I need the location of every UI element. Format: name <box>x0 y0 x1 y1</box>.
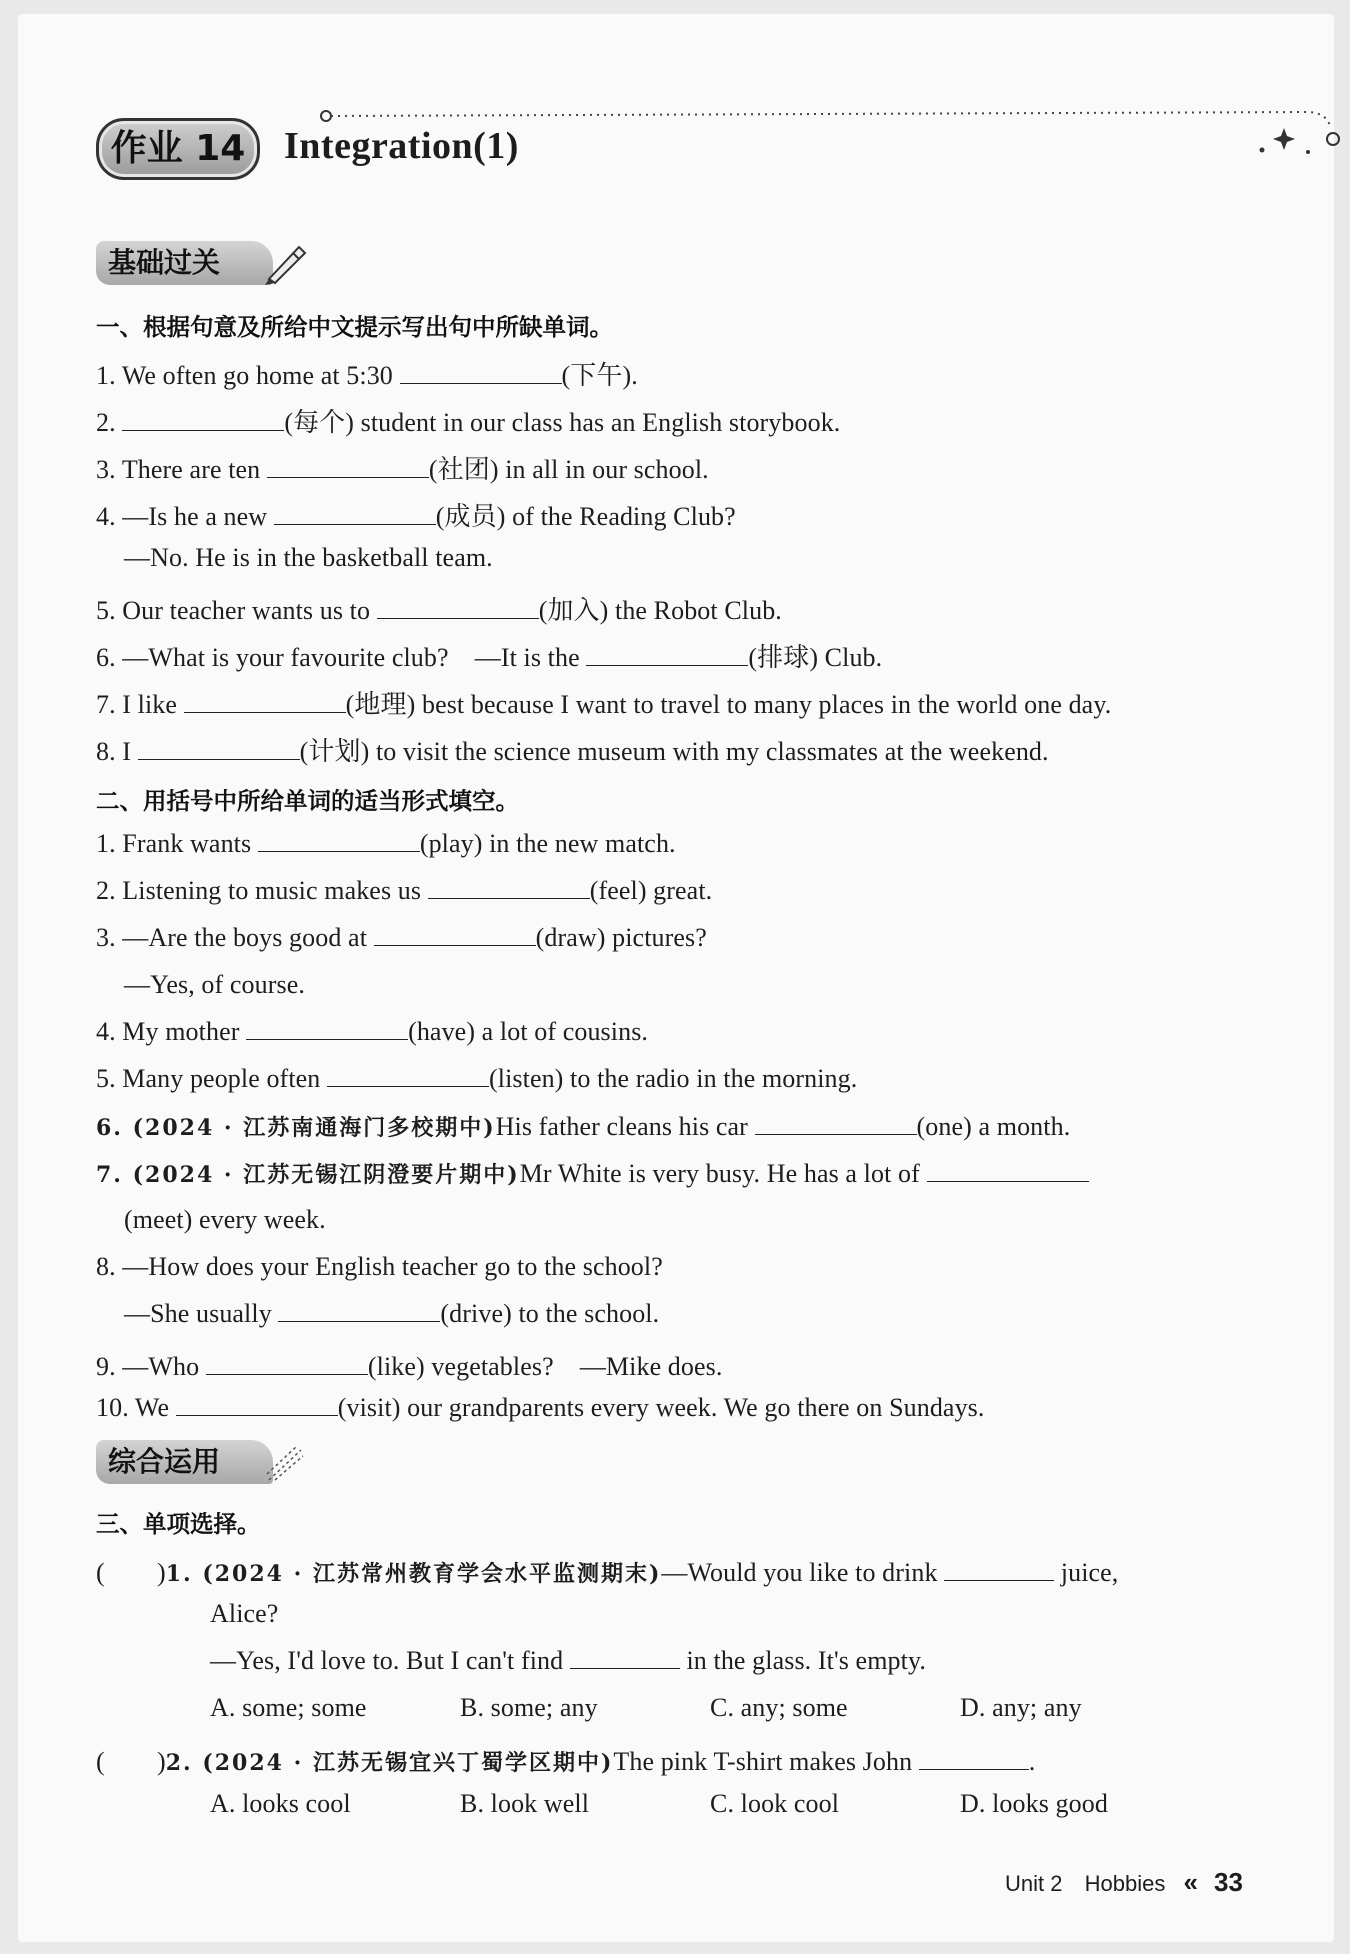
part1-item-6: 6. —What is your favourite club? —It is the (排球) Club. <box>96 643 883 672</box>
part2-heading: 二、用括号中所给单词的适当形式填空。 <box>96 787 519 815</box>
part2-item-4: 4. My mother (have) a lot of cousins. <box>96 1017 649 1046</box>
page-footer <box>1005 1867 1275 1901</box>
part1-item-4: 4. —Is he a new (成员) of the Reading Club? <box>96 502 736 531</box>
pencil-icon <box>263 241 309 285</box>
answer-blank[interactable] <box>400 361 562 384</box>
section-tag-comprehensive <box>96 1440 273 1484</box>
mcq-1-option-d[interactable]: D. any; any <box>960 1693 1082 1722</box>
source-note: 1. (2024 · 江苏常州教育学会水平监测期末) <box>165 1561 662 1587</box>
answer-blank[interactable] <box>278 1299 440 1322</box>
part1-item-3: 3. There are ten (社团) in all in our school. <box>96 455 709 484</box>
mcq-2-option-d[interactable]: D. looks good <box>960 1789 1108 1818</box>
answer-blank[interactable] <box>258 829 420 852</box>
part2-item-8-reply: —She usually (drive) to the school. <box>124 1299 660 1328</box>
part2-item-3: 3. —Are the boys good at (draw) pictures? <box>96 923 707 952</box>
part2-item-7-cont: (meet) every week. <box>124 1205 326 1234</box>
part1-item-8: 8. I (计划) to visit the science museum with my classmates at the weekend. <box>96 737 1049 766</box>
part3-heading: 三、单项选择。 <box>96 1510 261 1538</box>
source-note: 7. (2024 · 江苏无锡江阴澄要片期中) <box>96 1162 520 1188</box>
answer-blank[interactable] <box>206 1352 368 1375</box>
answer-blank[interactable] <box>327 1064 489 1087</box>
section-tag-label: 基础过关 <box>108 246 221 279</box>
answer-blank[interactable] <box>570 1646 680 1669</box>
mcq-2-stem: ( )2. (2024 · 江苏无锡宜兴丁蜀学区期中)The pink T-shirt makes John . <box>96 1747 1036 1776</box>
answer-blank[interactable] <box>274 502 436 525</box>
part2-item-3-reply: —Yes, of course. <box>124 970 305 999</box>
part2-item-6: 6. (2024 · 江苏南通海门多校期中)His father cleans his car (one) a month. <box>96 1112 1071 1141</box>
assignment-title: Integration(1) <box>284 125 519 167</box>
mcq-1-option-c[interactable]: C. any; some <box>710 1693 848 1722</box>
answer-blank[interactable] <box>377 596 539 619</box>
part2-item-1: 1. Frank wants (play) in the new match. <box>96 829 676 858</box>
answer-blank[interactable] <box>428 876 590 899</box>
assignment-number-badge: 作业 14 <box>96 118 260 180</box>
mcq-1-reply: —Yes, I'd love to. But I can't find in the glass. It's empty. <box>210 1646 926 1675</box>
part1-item-1: 1. We often go home at 5:30 (下午). <box>96 361 638 390</box>
part1-item-4-reply: —No. He is in the basketball team. <box>124 543 493 572</box>
answer-blank[interactable] <box>184 690 346 713</box>
double-chevron-left-icon: « <box>1183 1867 1198 1897</box>
mcq-1-stem-cont: Alice? <box>210 1599 279 1628</box>
answer-blank[interactable] <box>927 1159 1089 1182</box>
answer-blank[interactable] <box>176 1393 338 1416</box>
section-tag-label: 综合运用 <box>108 1445 221 1478</box>
sparkle-lines-icon <box>263 1440 309 1484</box>
mcq-2-option-a[interactable]: A. looks cool <box>210 1789 351 1818</box>
mcq-1-stem: ( )1. (2024 · 江苏常州教育学会水平监测期末)—Would you like to drink juice, <box>96 1558 1119 1587</box>
answer-blank[interactable] <box>246 1017 408 1040</box>
mcq-2-option-b[interactable]: B. look well <box>460 1789 590 1818</box>
answer-blank[interactable] <box>944 1558 1054 1581</box>
mcq-1-option-a[interactable]: A. some; some <box>210 1693 367 1722</box>
page-number: 33 <box>1214 1867 1243 1897</box>
part2-item-10: 10. We (visit) our grandparents every week. We go there on Sundays. <box>96 1393 985 1422</box>
answer-blank[interactable] <box>586 643 748 666</box>
answer-paren[interactable]: ( ) <box>96 1747 166 1776</box>
assignment-header <box>96 108 1256 182</box>
mcq-2-option-c[interactable]: C. look cool <box>710 1789 840 1818</box>
answer-blank[interactable] <box>919 1747 1029 1770</box>
answer-blank[interactable] <box>755 1112 917 1135</box>
answer-blank[interactable] <box>374 923 536 946</box>
part2-item-2: 2. Listening to music makes us (feel) great. <box>96 876 713 905</box>
part2-item-5: 5. Many people often (listen) to the radio in the morning. <box>96 1064 858 1093</box>
source-note: 6. (2024 · 江苏南通海门多校期中) <box>96 1115 496 1141</box>
part2-item-7: 7. (2024 · 江苏无锡江阴澄要片期中)Mr White is very busy. He has a lot of <box>96 1158 1089 1189</box>
footer-topic: Hobbies <box>1084 1871 1166 1896</box>
source-note: 2. (2024 · 江苏无锡宜兴丁蜀学区期中) <box>165 1750 614 1776</box>
answer-blank[interactable] <box>267 455 429 478</box>
answer-paren[interactable]: ( ) <box>96 1558 166 1587</box>
part1-item-2: 2. (每个) student in our class has an English storybook. <box>96 408 841 437</box>
part1-heading: 一、根据句意及所给中文提示写出句中所缺单词。 <box>96 313 613 341</box>
part2-item-8: 8. —How does your English teacher go to the school? <box>96 1252 663 1281</box>
footer-unit: Unit 2 <box>1005 1871 1063 1896</box>
answer-blank[interactable] <box>122 408 284 431</box>
part1-item-7: 7. I like (地理) best because I want to travel to many places in the world one day. <box>96 690 1112 719</box>
answer-blank[interactable] <box>138 737 300 760</box>
mcq-1-option-b[interactable]: B. some; any <box>460 1693 598 1722</box>
part2-item-9: 9. —Who (like) vegetables? —Mike does. <box>96 1352 723 1381</box>
section-tag-basic <box>96 241 273 285</box>
part1-item-5: 5. Our teacher wants us to (加入) the Robot Club. <box>96 596 782 625</box>
